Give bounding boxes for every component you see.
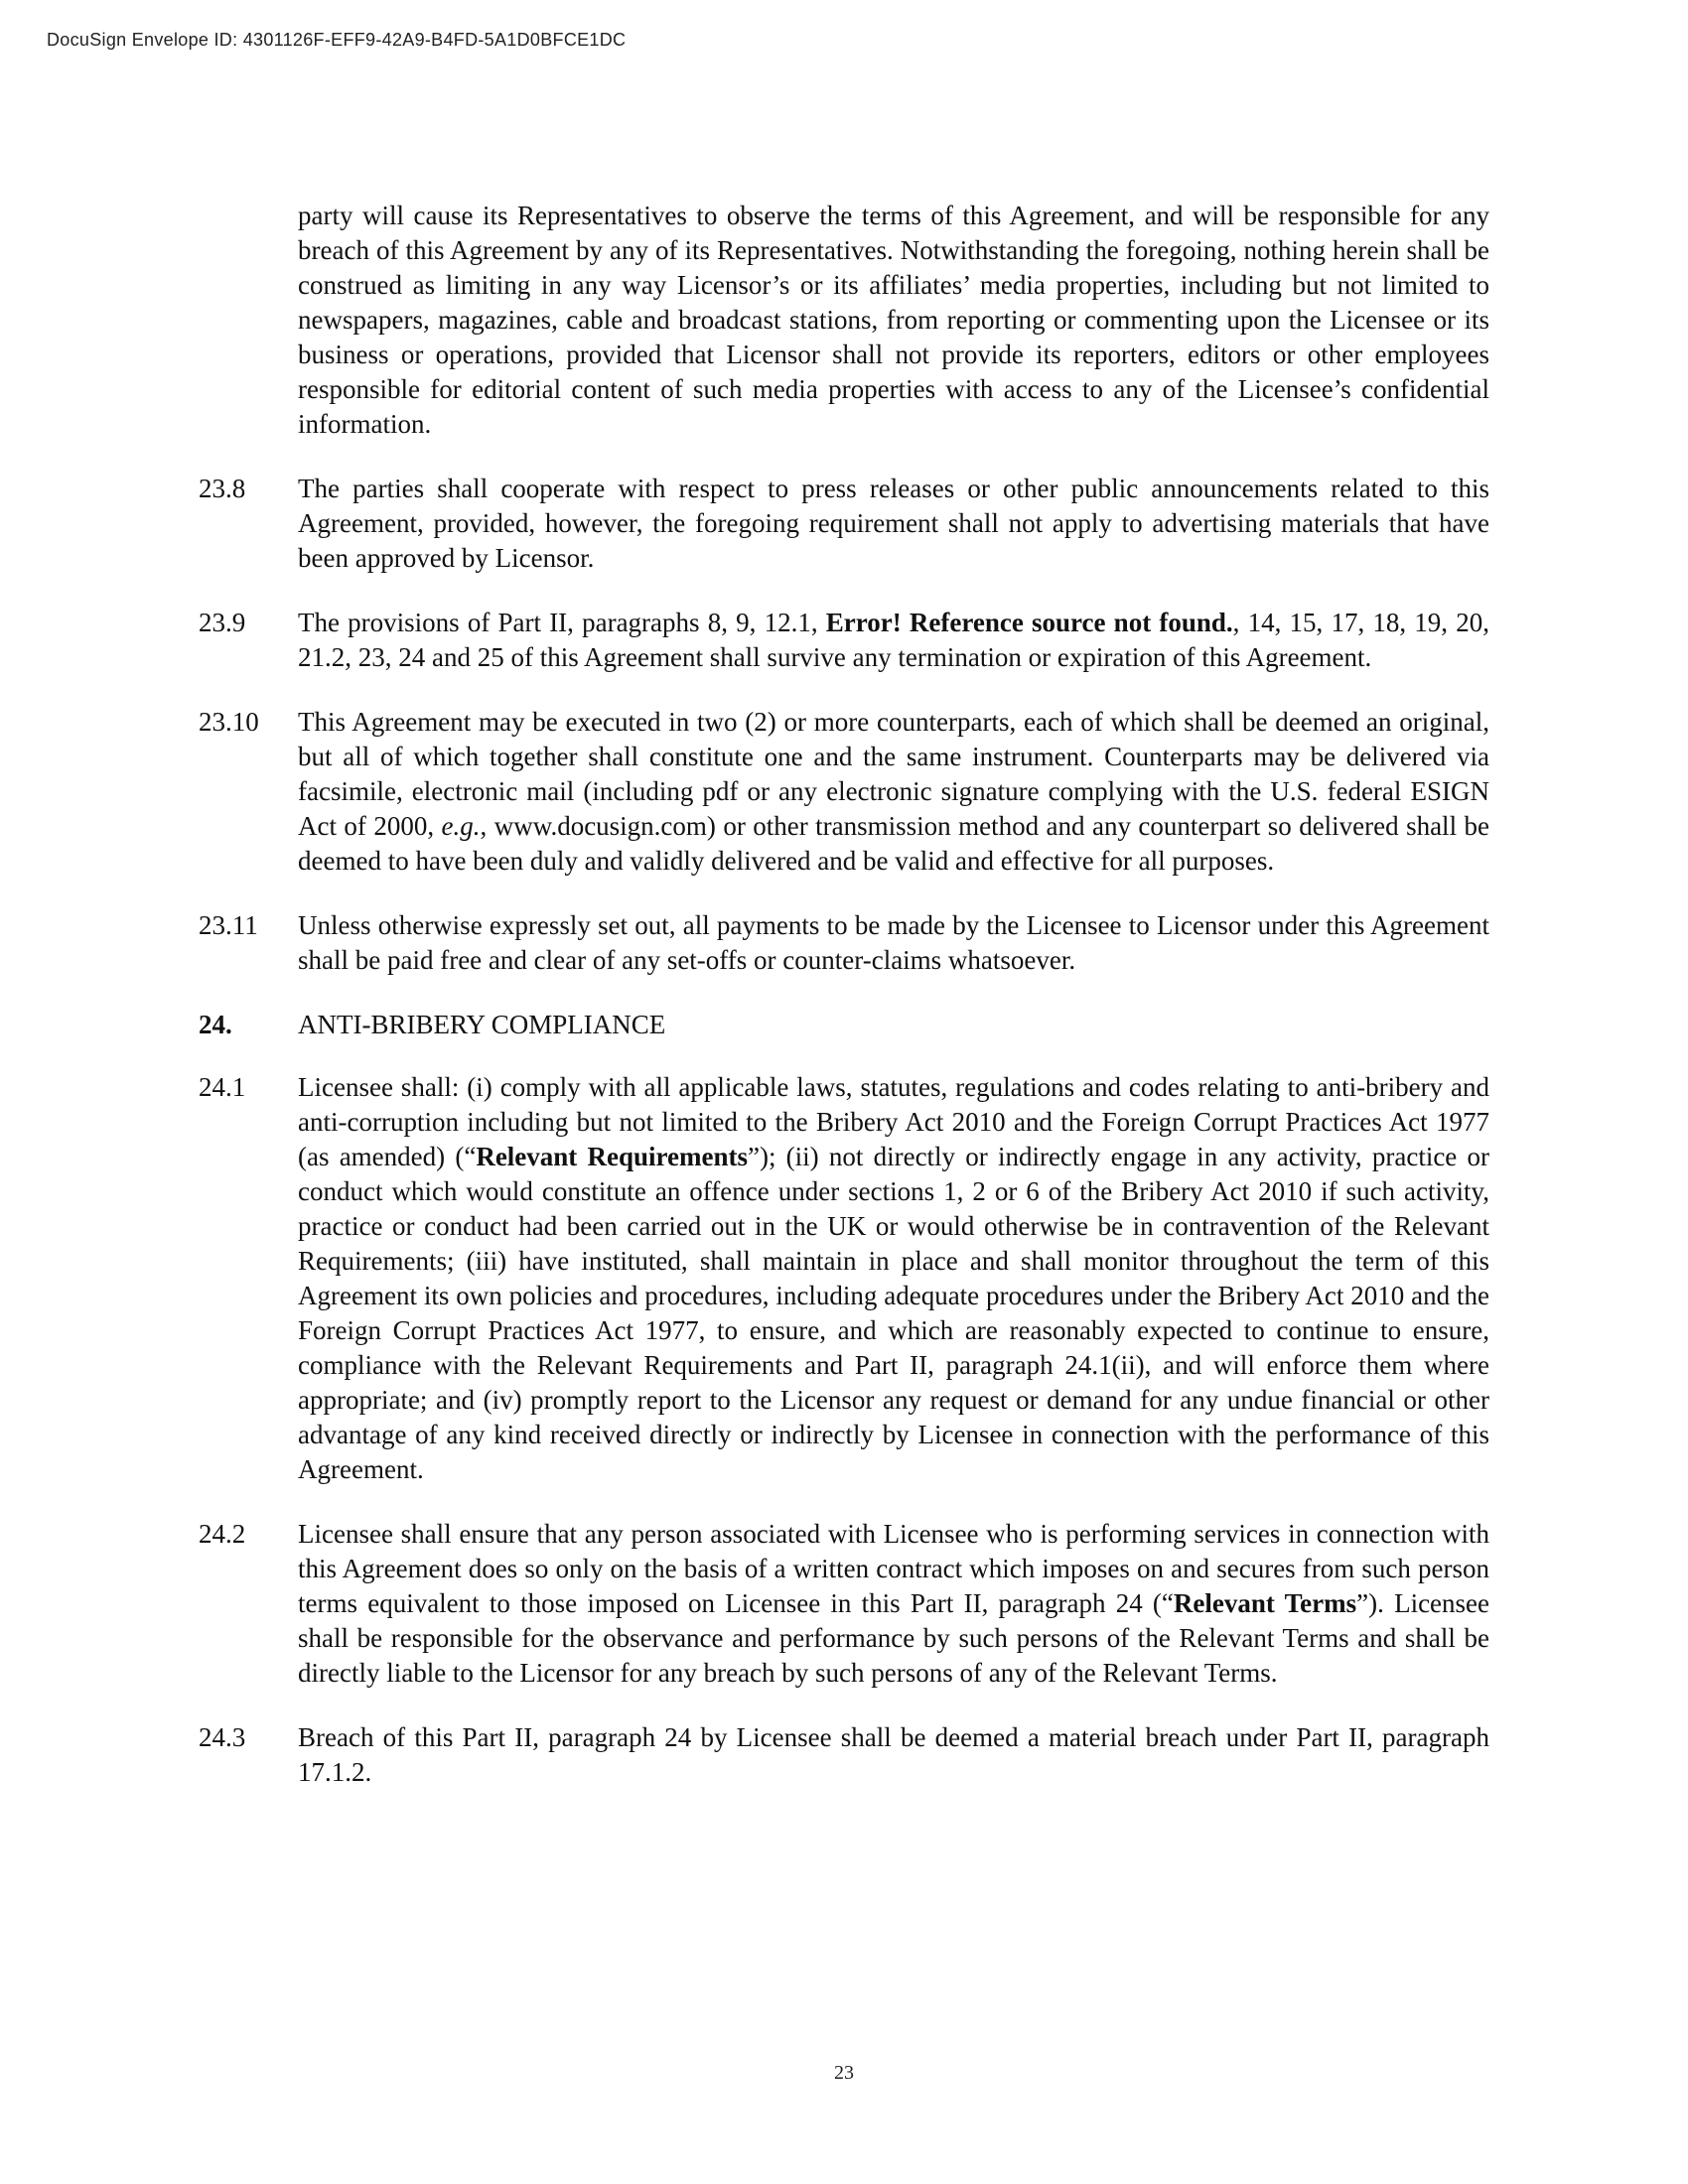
clause-text-end: , www.docusign.com) or other transmission method and any counterpart so delivered shall be deemed to have been duly and validly delivered and be valid and effective for all purposes. <box>298 811 1489 876</box>
section-number: 24. <box>199 1010 232 1039</box>
clause-23-8 <box>199 472 1489 576</box>
clause-number: 24.2 <box>199 1519 246 1549</box>
clause-text <box>298 1070 1489 1487</box>
clause-23-9 <box>199 606 1489 675</box>
clause-number: 23.9 <box>199 608 246 637</box>
clause-text-start: Licensee shall: (i) comply with all applicable laws, statutes, regulations and codes relating to anti-bribery and anti-corruption including but not limited to the Bribery Act 2010 and the Foreign Corrupt Practices Act 1977 (as amended) (“ <box>298 1072 1489 1171</box>
continuation-paragraph <box>199 199 1489 442</box>
clause-text-start: This Agreement may be executed in two (2) or more counterparts, each of which shall be deemed an original, but all of which together shall constitute one and the same instrument. Counterparts may be delivered via facsimile, electronic mail (including pdf or any electronic signature complying with the U.S. federal ESIGN Act of 2000, <box>298 707 1489 841</box>
clause-24-1 <box>199 1070 1489 1487</box>
clause-24-2 <box>199 1517 1489 1691</box>
clause-number: 23.11 <box>199 910 258 940</box>
clause-text: The parties shall cooperate with respect to press releases or other public announcements related to this Agreement, provided, however, the foregoing requirement shall not apply to advertising materials that have been approved by Licensor. <box>298 474 1489 573</box>
italic-abbreviation: e.g. <box>441 811 481 841</box>
clause-text: Unless otherwise expressly set out, all payments to be made by the Licensee to Licensor under this Agreement shall be paid free and clear of any set-offs or counter-claims whatsoever. <box>298 910 1489 975</box>
clause-text-start: The provisions of Part II, paragraphs 8, 9, 12.1, <box>298 608 826 637</box>
clause-number: 23.10 <box>199 707 259 737</box>
continuation-text: party will cause its Representatives to observe the terms of this Agreement, and will be responsible for any breach of this Agreement by any of its Representatives. Notwithstanding the foregoing, nothing herein shall be construed as limiting in any way Licensor’s or its affiliates’ media properties, including but not limited to newspapers, magazines, cable and broadcast stations, from reporting or commenting upon the Licensee or its business or operations, provided that Licensor shall not provide its reporters, editors or other employees responsible for editorial content of such media properties with access to any of the Licensee’s confidential information. <box>298 201 1489 439</box>
clause-number: 24.1 <box>199 1072 246 1102</box>
clause-23-10 <box>199 705 1489 879</box>
clause-text <box>298 1517 1489 1691</box>
clause-text: Breach of this Part II, paragraph 24 by Licensee shall be deemed a material breach under Part II, paragraph 17.1.2. <box>298 1722 1489 1787</box>
clause-23-11 <box>199 908 1489 978</box>
clause-text-end: ”); (ii) not directly or indirectly engage in any activity, practice or conduct which would constitute an offence under sections 1, 2 or 6 of the Bribery Act 2010 if such activity, practice or conduct had been carried out in the UK or would otherwise be in contravention of the Relevant Requirements; (iii) have instituted, shall maintain in place and shall monitor throughout the term of this Agreement its own policies and procedures, including adequate procedures under the Bribery Act 2010 and the Foreign Corrupt Practices Act 1977, to ensure, and which are reasonably expected to continue to ensure, compliance with the Relevant Requirements and Part II, paragraph 24.1(ii), and will enforce them where appropriate; and (iv) promptly report to the Licensor any request or demand for any undue financial or other advantage of any kind received directly or indirectly by Licensee in connection with the performance of this Agreement. <box>298 1142 1489 1484</box>
clause-text-end: , 14, 15, 17, 18, 19, 20, 21.2, 23, 24 and 25 of this Agreement shall survive any termination or expiration of this Agreement. <box>298 608 1489 672</box>
clause-number: 24.3 <box>199 1722 246 1752</box>
clause-text-end: ”). Licensee shall be responsible for the observance and performance by such persons of the Relevant Terms and shall be directly liable to the Licensor for any breach by such persons of any of the Relevant Terms. <box>298 1588 1490 1688</box>
clause-24-3 <box>199 1720 1489 1790</box>
reference-error-text: Error! Reference source not found. <box>825 608 1233 637</box>
document-body <box>199 199 1489 1820</box>
clause-text-start: Licensee shall ensure that any person associated with Licensee who is performing services in connection with this Agreement does so only on the basis of a written contract which imposes on and secures from such person terms equivalent to those imposed on Licensee in this Part II, paragraph 24 (“ <box>298 1519 1489 1618</box>
defined-term: Relevant Terms <box>1173 1588 1357 1618</box>
envelope-id-header: DocuSign Envelope ID: 4301126F-EFF9-42A9-B4FD-5A1D0BFCE1DC <box>47 30 627 50</box>
clause-text <box>298 606 1489 675</box>
clause-number: 23.8 <box>199 474 246 503</box>
clause-text <box>298 705 1489 879</box>
section-title: ANTI-BRIBERY COMPLIANCE <box>298 1010 666 1039</box>
page-number: 23 <box>834 2062 854 2084</box>
section-24-heading <box>199 1008 1489 1042</box>
defined-term: Relevant Requirements <box>476 1142 748 1171</box>
